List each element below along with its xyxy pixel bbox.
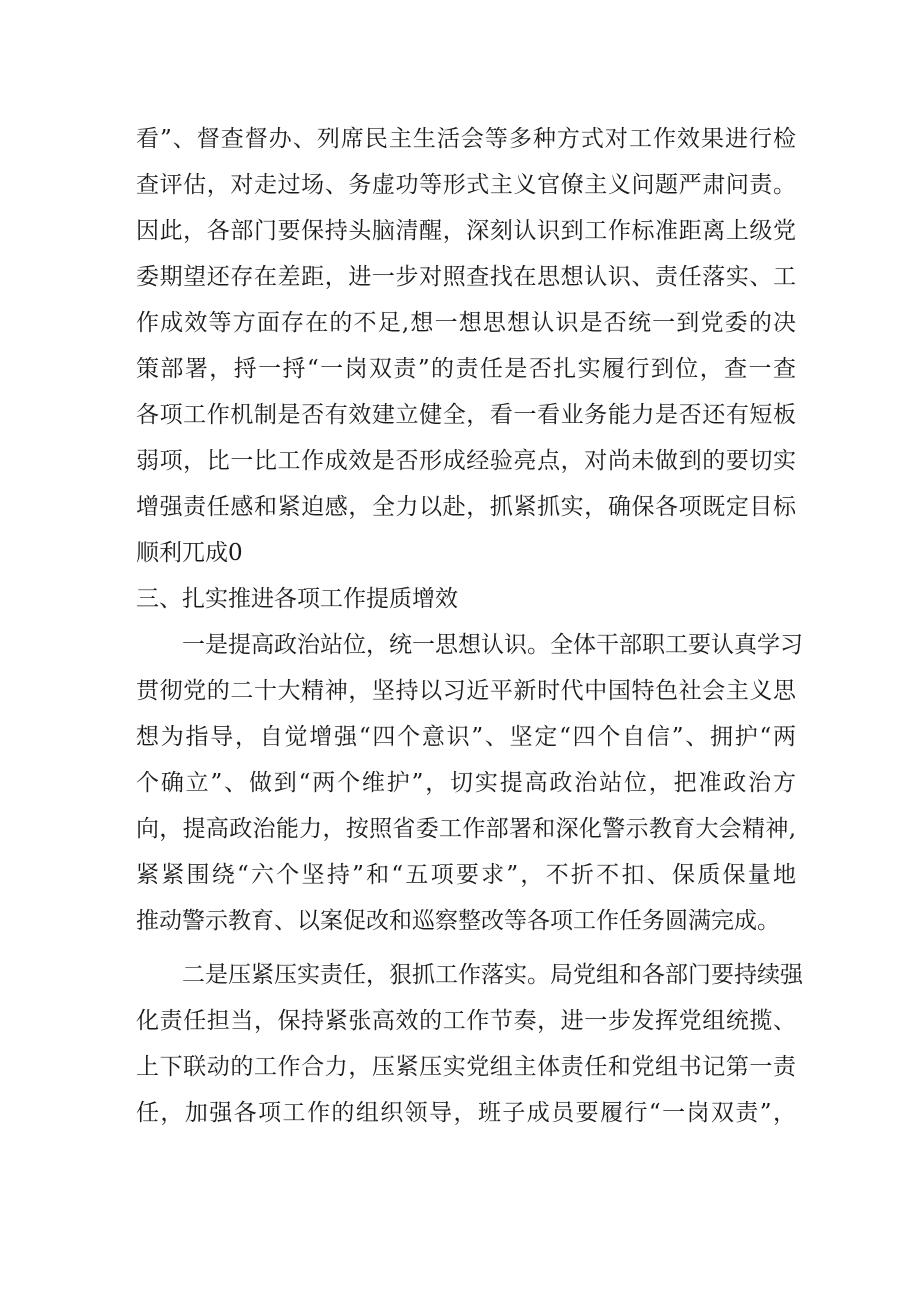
text-line: 查评估，对走过场、务虚功等形式主义官僚主义问题严肃问责。: [136, 172, 796, 198]
text-line: 个确立”、做到“两个维护”，切实提高政治站位，把准政治方: [136, 770, 796, 796]
text-line: 二是压紧压实责任，狠抓工作落实。局党组和各部门要持续强: [182, 962, 803, 988]
text-line: 向，提高政治能力，按照省委工作部署和深化警示教育大会精神,: [136, 816, 796, 842]
text-line: 增强责任感和紧迫感，全力以赴，抓紧抓实，确保各项既定目标: [136, 494, 796, 520]
text-line: 一是提高政治站位，统一思想认识。全体干部职工要认真学习: [182, 632, 803, 658]
text-line: 作成效等方面存在的不足,想一想思想认识是否统一到党委的决: [136, 310, 796, 336]
text-line: 紧紧围绕“六个坚持”和“五项要求”，不折不扣、保质保量地: [136, 862, 796, 888]
text-line: 策部署，捋一捋“一岗双责”的责任是否扎实履行到位，查一查: [136, 356, 796, 382]
text-line: 推动警示教育、以案促改和巡察整改等各项工作任务圆满完成。: [136, 908, 780, 934]
text-line: 任，加强各项工作的组织领导，班子成员要履行“一岗双责”，: [136, 1100, 796, 1126]
section-heading: 三、扎实推进各项工作提质增效: [136, 586, 458, 612]
text-line: 各项工作机制是否有效建立健全，看一看业务能力是否还有短板: [136, 402, 796, 428]
text-line: 想为指导，自觉增强“四个意识”、坚定“四个自信”、拥护“两: [136, 724, 796, 750]
text-line: 上下联动的工作合力，压紧压实党组主体责任和党组书记第一责: [136, 1054, 796, 1080]
text-line: 因此，各部门要保持头脑清醒，深刻认识到工作标准距离上级党: [136, 218, 796, 244]
text-line: 顺利兀成0: [136, 540, 243, 566]
text-line: 化责任担当，保持紧张高效的工作节奏，进一步发挥党组统揽、: [136, 1008, 796, 1034]
text-line: 委期望还存在差距，进一步对照查找在思想认识、责任落实、工: [136, 264, 796, 290]
text-line: 看”、督查督办、列席民主生活会等多种方式对工作效果进行检: [136, 126, 796, 152]
text-line: 弱项，比一比工作成效是否形成经验亮点，对尚未做到的要切实: [136, 448, 796, 474]
text-line: 贯彻党的二十大精神，坚持以习近平新时代中国特色社会主义思: [136, 678, 796, 704]
